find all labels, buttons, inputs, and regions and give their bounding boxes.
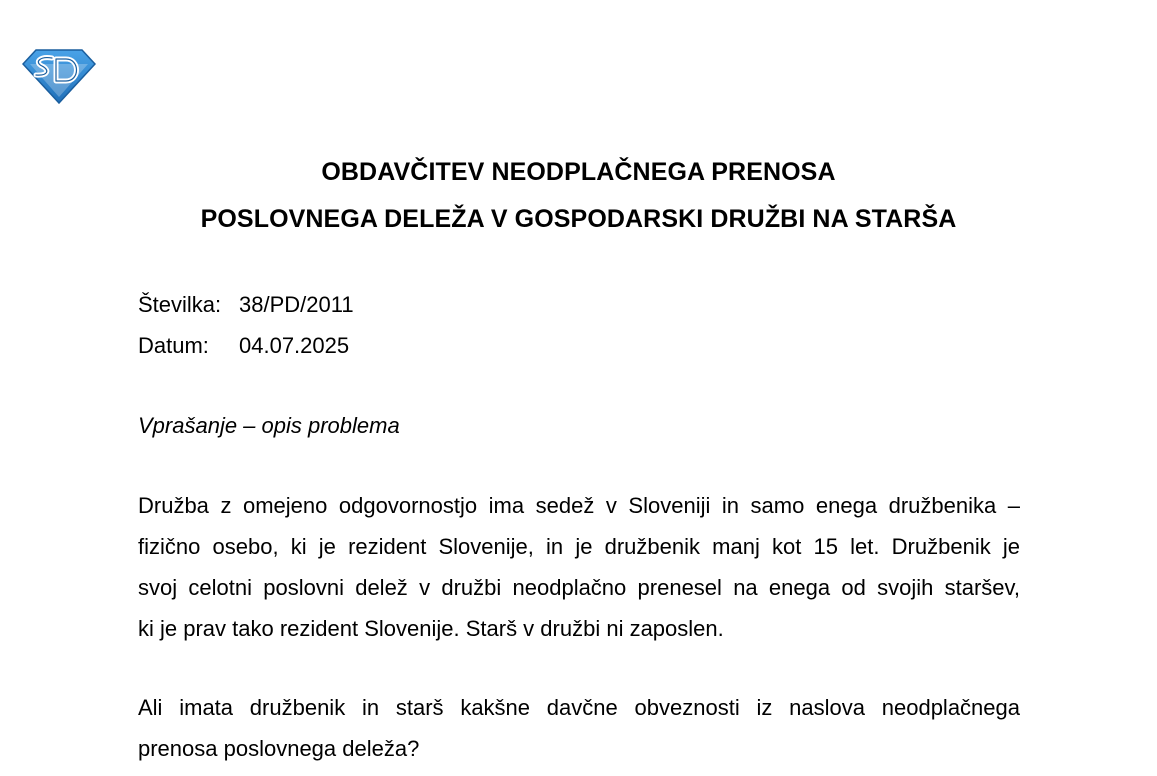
paragraph-line: fizično osebo, ki je rezident Slovenije, in je družbenik manj kot 15 let. Družbenik je <box>138 534 1020 559</box>
question-paragraph-2 <box>138 694 1020 776</box>
document-title-line-1: OBDAVČITEV NEODPLAČNEGA PRENOSA <box>321 158 836 186</box>
company-logo-icon <box>22 48 96 104</box>
section-heading: Vprašanje – opis problema <box>138 413 400 438</box>
document-date-value: 04.07.2025 <box>239 333 350 358</box>
question-paragraph <box>138 492 1020 656</box>
paragraph-line: svoj celotni poslovni delež v družbi neodplačno prenesel na enega od svojih staršev, <box>138 575 1020 600</box>
document-number-row <box>138 292 354 318</box>
document-date-row <box>138 333 349 359</box>
document-number-value: 38/PD/2011 <box>239 292 354 317</box>
document-date-label: Datum: <box>138 333 209 358</box>
paragraph-line: prenosa poslovnega deleža? <box>138 736 420 761</box>
paragraph-line: Družba z omejeno odgovornostjo ima sedež v Sloveniji in samo enega družbenika – <box>138 493 1020 518</box>
document-title-line-2: POSLOVNEGA DELEŽA V GOSPODARSKI DRUŽBI NA STARŠA <box>200 205 957 233</box>
document-number-label: Številka: <box>138 292 222 317</box>
paragraph-line: Ali imata družbenik in starš kakšne davčne obveznosti iz naslova neodplačnega <box>138 695 1020 720</box>
paragraph-line: ki je prav tako rezident Slovenije. Starš v družbi ni zaposlen. <box>138 616 724 641</box>
